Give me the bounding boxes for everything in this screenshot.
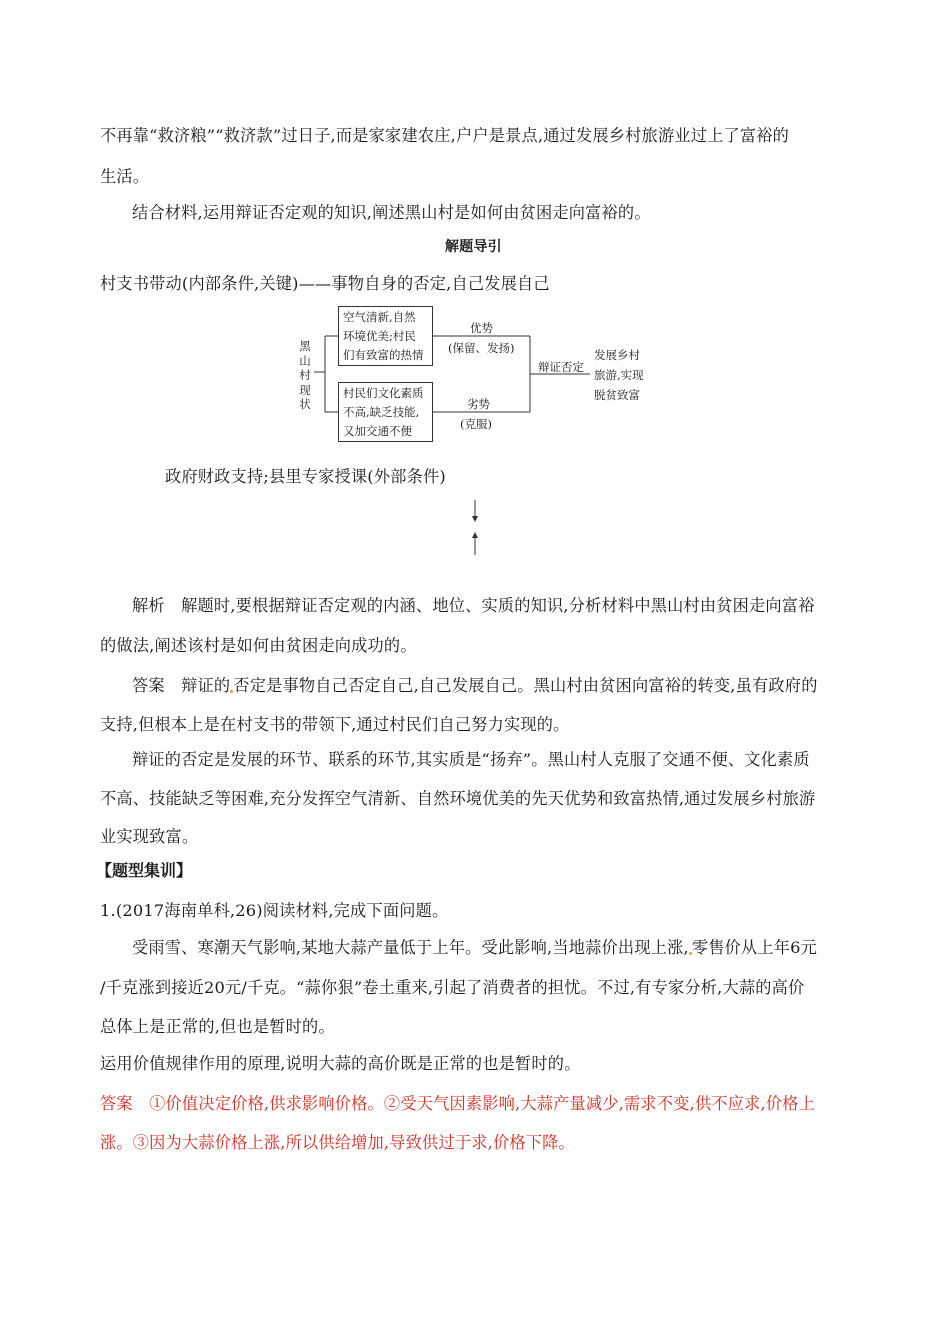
diagram-box-line: 空气清新,自然 xyxy=(343,310,416,324)
answer-line: 不高、技能缺乏等困难,充分发挥空气清新、自然环境优美的先天优势和致富热情,通过发展乡村旅游 xyxy=(100,789,816,808)
answer-line: 业实现致富。 xyxy=(100,827,199,846)
answer-line: 支持,但根本上是在村支书的带领下,通过村民们自己努力实现的。 xyxy=(100,715,570,734)
diagram-label-advantage-sub: (保留、发扬) xyxy=(448,341,515,355)
q1-answer-line: 答案 ①价值决定价格,供求影响价格。②受天气因素影响,大蒜产量减少,需求不变,供不应求,价格上 xyxy=(100,1094,815,1113)
paragraph-line: 不再靠“救济粮”“救济款”过日子,而是家家建农庄,户户是景点,通过发展乡村旅游业过上了富裕的 xyxy=(100,126,790,145)
diagram-result-line: 旅游,实现 xyxy=(594,368,644,382)
guide-title: 解题导引 xyxy=(445,239,502,255)
answer-line-part: 否定是事物自己否定自己,自己发展自己。黑山村由贫困向富裕的转变,虽有政府的 xyxy=(233,676,818,695)
diagram-label-disadvantage: 劣势 xyxy=(467,397,490,411)
analysis-line: 解析 解题时,要根据辩证否定观的内涵、地位、实质的知识,分析材料中黑山村由贫困走向富裕 xyxy=(132,596,815,615)
q1-material-line xyxy=(132,938,817,958)
diagram-root-char: 状 xyxy=(299,397,311,411)
q1-material-line: /千克涨到接近20元/千克。“蒜你狠”卷土重来,引起了消费者的担忧。不过,有专家分析,大蒜的高价 xyxy=(100,978,805,997)
diagram-box-line: 又加交通不便 xyxy=(343,424,412,438)
analysis-line: 的做法,阐述该村是如何由贫困走向成功的。 xyxy=(100,636,417,655)
diagram-result-line: 发展乡村 xyxy=(594,348,640,362)
diagram-box-line: 环境优美;村民 xyxy=(343,329,416,343)
diagram-box-advantage xyxy=(338,306,433,366)
answer-line-part: 答案 辩证的 xyxy=(132,676,231,695)
diagram-label-disadvantage-sub: (克服) xyxy=(460,417,492,431)
question-text: 结合材料,运用辩证否定观的知识,阐述黑山村是如何由贫困走向富裕的。 xyxy=(132,203,651,222)
q1-header: 1.(2017海南单科,26)阅读材料,完成下面问题。 xyxy=(100,901,449,920)
diagram-root-char: 现 xyxy=(299,382,311,397)
q1-material-part: 零售价从上年6元 xyxy=(691,938,818,957)
q1-answer-line: 涨。③因为大蒜价格上涨,所以供给增加,导致供过于求,价格下降。 xyxy=(100,1133,575,1152)
answer-line: 辩证的否定是发展的环节、联系的环节,其实质是“扬弃”。黑山村人克服了交通不便、文化素质 xyxy=(132,750,810,769)
diagram-root-char: 山 xyxy=(299,353,311,368)
section-bracket-open: 【 xyxy=(96,861,113,880)
guide-external: 政府财政支持;县里专家授课(外部条件) xyxy=(165,467,446,486)
diagram-box-line: 不高,缺乏技能, xyxy=(343,405,420,419)
answer-line xyxy=(132,676,818,696)
diagram-root-char: 村 xyxy=(299,368,311,382)
diagram-label-advantage: 优势 xyxy=(470,321,493,335)
diagram-result-line: 脱贫致富 xyxy=(594,388,640,402)
diagram-box-line: 村民们文化素质 xyxy=(343,386,424,400)
paragraph-line: 生活。 xyxy=(100,167,150,186)
diagram-box-disadvantage xyxy=(338,382,433,442)
q1-ask: 运用价值规律作用的原理,说明大蒜的高价既是正常的也是暂时的。 xyxy=(100,1054,581,1073)
diagram-box-line: 们有致富的热情 xyxy=(343,348,424,362)
guide-intro: 村支书带动(内部条件,关键)——事物自身的否定,自己发展自己 xyxy=(100,274,550,293)
section-title: 题型集训 xyxy=(112,861,177,880)
section-heading xyxy=(96,861,192,881)
diagram-root-char: 黑 xyxy=(299,339,311,353)
diagram-middle: 辩证否定 xyxy=(538,360,584,374)
section-bracket-close: 】 xyxy=(176,861,193,880)
q1-material-part: 受雨雪、寒潮天气影响,某地大蒜产量低于上年。受此影响,当地蒜价出现上涨, xyxy=(132,938,689,957)
q1-material-line: 总体上是正常的,但也是暂时的。 xyxy=(100,1017,335,1036)
